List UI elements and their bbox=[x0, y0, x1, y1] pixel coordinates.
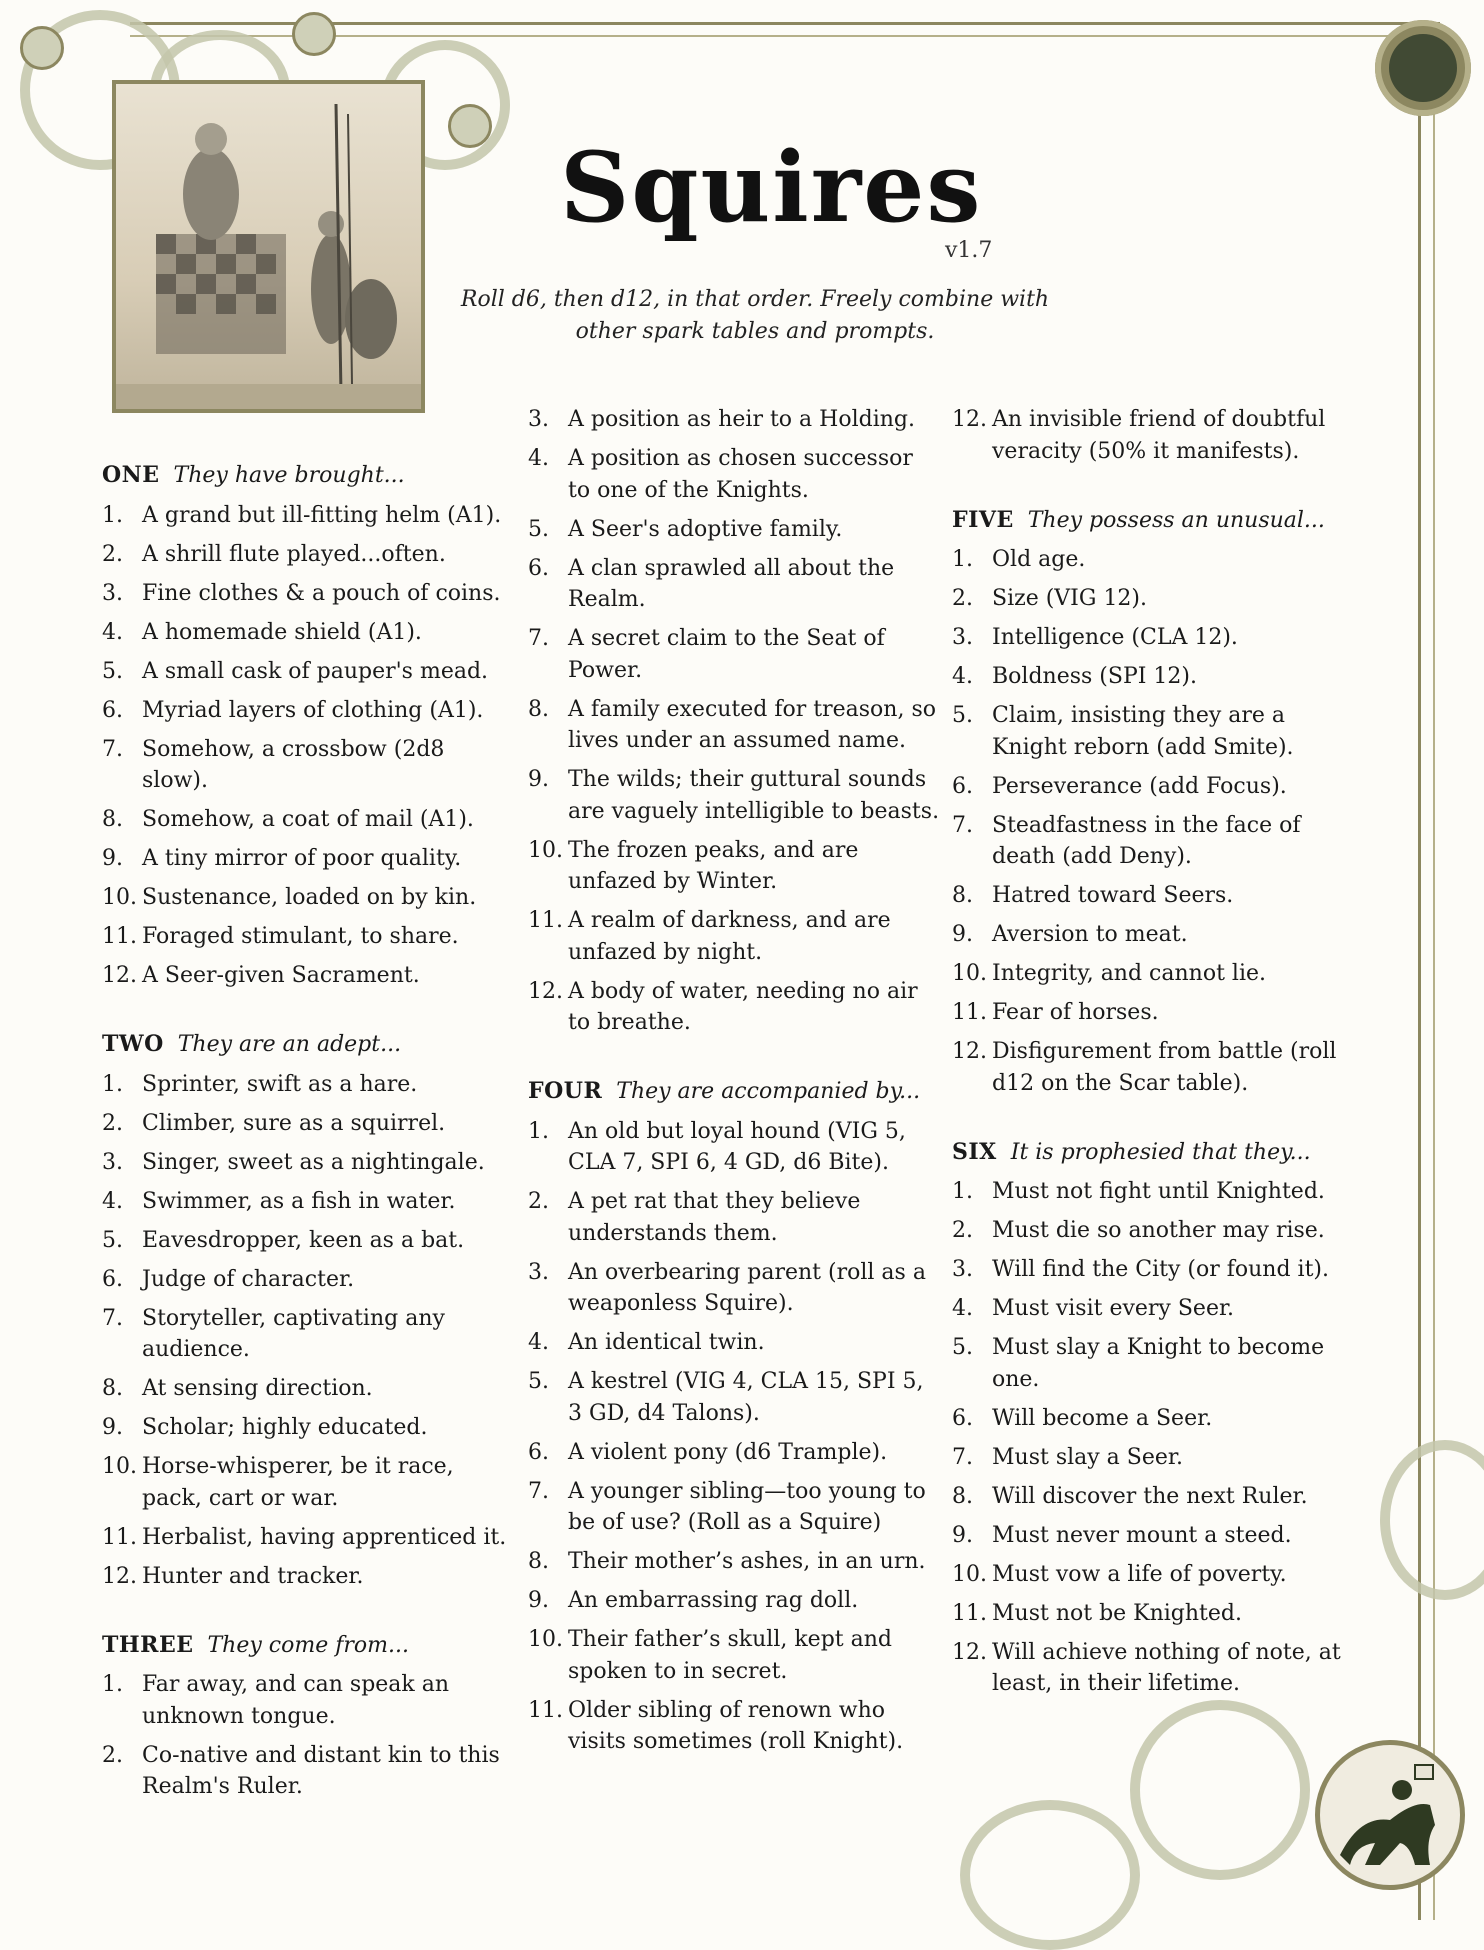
list-item: 1. Must not fight until Knighted. bbox=[952, 1179, 1325, 1204]
version-label: v1.7 bbox=[945, 238, 993, 263]
list-item: 4. A position as chosen successor to one of the Knights. bbox=[528, 446, 913, 503]
section-one-list bbox=[102, 500, 512, 992]
list-item: 12. Hunter and tracker. bbox=[102, 1563, 364, 1589]
knight-and-squire-illustration bbox=[112, 80, 425, 413]
list-item: 1. An old but loyal hound (VIG 5, CLA 7, SPI 6, 4 GD, d6 Bite). bbox=[528, 1118, 906, 1175]
list-item: 7. Steadfastness in the face of death (add Deny). bbox=[952, 812, 1301, 869]
list-item: 9. An embarrassing rag doll. bbox=[528, 1588, 859, 1613]
list-item: 5. A kestrel (VIG 4, CLA 15, SPI 5, 3 GD, d4 Talons). bbox=[528, 1369, 924, 1426]
list-item: 4. A homemade shield (A1). bbox=[102, 619, 422, 645]
list-item: 10. The frozen peaks, and are unfazed by Winter. bbox=[528, 837, 859, 894]
list-item: 2. Climber, sure as a squirrel. bbox=[102, 1110, 446, 1136]
list-item: 9. The wilds; their guttural sounds are vaguely intelligible to beasts. bbox=[528, 767, 940, 824]
list-item: 7. Somehow, a crossbow (2d8 slow). bbox=[102, 736, 445, 793]
section-three-list-part-2 bbox=[528, 404, 940, 1039]
list-item: 8. Their mother’s ashes, in an urn. bbox=[528, 1549, 926, 1574]
section-label: FIVE bbox=[952, 506, 1014, 533]
list-item: 2. Size (VIG 12). bbox=[952, 586, 1148, 611]
section-label: THREE bbox=[102, 1631, 194, 1658]
list-item: 4. Swimmer, as a fish in water. bbox=[102, 1188, 456, 1214]
section-prompt: They are accompanied by... bbox=[616, 1079, 921, 1104]
border-right bbox=[1418, 30, 1435, 1920]
list-item: 2. A shrill flute played...often. bbox=[102, 541, 446, 567]
list-item: 11. A realm of darkness, and are unfazed by night. bbox=[528, 908, 891, 965]
corner-medallion bbox=[1375, 20, 1471, 116]
list-item: 6. A violent pony (d6 Trample). bbox=[528, 1439, 888, 1465]
list-item: 11. Foraged stimulant, to share. bbox=[102, 924, 459, 949]
list-item: 6. Will become a Seer. bbox=[952, 1405, 1213, 1431]
list-item: 9. A tiny mirror of poor quality. bbox=[102, 846, 462, 871]
list-item: 8. Will discover the next Ruler. bbox=[952, 1483, 1308, 1509]
section-prompt: They possess an unusual... bbox=[1027, 507, 1325, 533]
list-item: 2. A pet rat that they believe understands them. bbox=[528, 1189, 861, 1246]
list-item: 7. Storyteller, captivating any audience. bbox=[102, 1305, 445, 1362]
section-four-list-part-2 bbox=[952, 404, 1352, 467]
rose-ornament bbox=[292, 12, 336, 56]
rose-ornament bbox=[448, 104, 492, 148]
column-2 bbox=[528, 404, 940, 1765]
list-item: 6. Perseverance (add Focus). bbox=[952, 773, 1287, 799]
list-item: 3. An overbearing parent (roll as a weaponless Squire). bbox=[528, 1259, 926, 1316]
list-item: 11. Older sibling of renown who visits sometimes (roll Knight). bbox=[528, 1697, 904, 1754]
list-item: 2. Co-native and distant kin to this Realm's Ruler. bbox=[102, 1742, 500, 1799]
column-1 bbox=[102, 460, 512, 1810]
list-item: 10. Integrity, and cannot lie. bbox=[952, 961, 1266, 986]
list-item: 10. Horse-whisperer, be it race, pack, cart or war. bbox=[102, 1454, 454, 1511]
section-two-header bbox=[102, 1029, 512, 1061]
section-prompt: They have brought... bbox=[173, 463, 405, 488]
section-six-header bbox=[952, 1137, 1352, 1169]
list-item: 8. Somehow, a coat of mail (A1). bbox=[102, 807, 474, 832]
list-item: 1. Sprinter, swift as a hare. bbox=[102, 1071, 418, 1097]
list-item: 8. At sensing direction. bbox=[102, 1376, 373, 1401]
section-five-header bbox=[952, 505, 1352, 537]
list-item: 12. Disfigurement from battle (roll d12 on the Scar table). bbox=[952, 1039, 1337, 1096]
list-item: 5. A small cask of pauper's mead. bbox=[102, 658, 489, 684]
section-two-list bbox=[102, 1069, 512, 1593]
list-item: 2. Must die so another may rise. bbox=[952, 1218, 1325, 1243]
list-item: 5. Must slay a Knight to become one. bbox=[952, 1335, 1325, 1392]
list-item: 12. A body of water, needing no air to breathe. bbox=[528, 978, 918, 1035]
section-label: ONE bbox=[102, 462, 160, 488]
list-item: 6. Myriad layers of clothing (A1). bbox=[102, 697, 484, 723]
section-one-header bbox=[102, 460, 512, 492]
section-four-header bbox=[528, 1076, 940, 1108]
list-item: 10. Must vow a life of poverty. bbox=[952, 1561, 1287, 1587]
list-item: 11. Must not be Knighted. bbox=[952, 1600, 1242, 1626]
corner-medallion-center bbox=[1389, 34, 1457, 102]
list-item: 1. A grand but ill-fitting helm (A1). bbox=[102, 502, 502, 528]
list-item: 5. Eavesdropper, keen as a bat. bbox=[102, 1227, 465, 1253]
illustration-art bbox=[116, 84, 421, 409]
list-item: 12. An invisible friend of doubtful veracity (50% it manifests). bbox=[952, 407, 1326, 464]
section-prompt: They are an adept... bbox=[177, 1032, 402, 1057]
list-item: 12. Will achieve nothing of note, at least, in their lifetime. bbox=[952, 1639, 1341, 1696]
list-item: 4. Boldness (SPI 12). bbox=[952, 664, 1198, 689]
vine-ornament bbox=[1380, 1440, 1484, 1600]
vine-ornament bbox=[960, 1800, 1140, 1950]
list-item: 1. Far away, and can speak an unknown tongue. bbox=[102, 1672, 450, 1729]
horseman-medallion bbox=[1315, 1740, 1465, 1890]
list-item: 8. Hatred toward Seers. bbox=[952, 883, 1234, 908]
section-six-list bbox=[952, 1176, 1352, 1700]
list-item: 7. A younger sibling—too young to be of use? (Roll as a Squire) bbox=[528, 1478, 926, 1535]
section-label: TWO bbox=[102, 1031, 164, 1057]
list-item: 6. A clan sprawled all about the Realm. bbox=[528, 555, 895, 612]
list-item: 4. Must visit every Seer. bbox=[952, 1296, 1235, 1321]
list-item: 11. Fear of horses. bbox=[952, 1000, 1159, 1025]
page-title: Squires bbox=[560, 131, 983, 244]
list-item: 5. A Seer's adoptive family. bbox=[528, 516, 843, 542]
list-item: 3. Intelligence (CLA 12). bbox=[952, 625, 1238, 650]
section-five-list bbox=[952, 544, 1352, 1099]
section-three-list-part-1 bbox=[102, 1669, 512, 1803]
subtitle: Roll d6, then d12, in that order. Freely combine with other spark tables and prompts. bbox=[460, 287, 1050, 344]
list-item: 8. A family executed for treason, so lives under an assumed name. bbox=[528, 696, 936, 753]
list-item: 7. Must slay a Seer. bbox=[952, 1444, 1183, 1470]
list-item: 11. Herbalist, having apprenticed it. bbox=[102, 1524, 507, 1550]
horseman-art bbox=[1320, 1745, 1460, 1885]
list-item: 1. Old age. bbox=[952, 547, 1086, 572]
section-prompt: It is prophesied that they... bbox=[1010, 1139, 1311, 1165]
list-item: 6. Judge of character. bbox=[102, 1266, 355, 1292]
section-prompt: They come from... bbox=[207, 1632, 409, 1658]
list-item: 3. Will find the City (or found it). bbox=[952, 1257, 1329, 1282]
vine-ornament bbox=[1130, 1700, 1310, 1880]
list-item: 10. Their father’s skull, kept and spoken to in secret. bbox=[528, 1627, 892, 1684]
list-item: 12. A Seer-given Sacrament. bbox=[102, 963, 420, 988]
section-four-list-part-1 bbox=[528, 1116, 940, 1758]
list-item: 10. Sustenance, loaded on by kin. bbox=[102, 885, 477, 910]
list-item: 7. A secret claim to the Seat of Power. bbox=[528, 626, 885, 683]
list-item: 3. Fine clothes & a pouch of coins. bbox=[102, 580, 501, 606]
list-item: 4. An identical twin. bbox=[528, 1330, 765, 1355]
list-item: 9. Must never mount a steed. bbox=[952, 1522, 1292, 1548]
section-three-header bbox=[102, 1630, 512, 1662]
list-item: 5. Claim, insisting they are a Knight reborn (add Smite). bbox=[952, 703, 1294, 760]
list-item: 9. Scholar; highly educated. bbox=[102, 1415, 428, 1440]
section-label: FOUR bbox=[528, 1078, 603, 1104]
column-3 bbox=[952, 404, 1352, 1707]
rose-ornament bbox=[20, 26, 64, 70]
section-label: SIX bbox=[952, 1138, 997, 1165]
list-item: 3. A position as heir to a Holding. bbox=[528, 407, 915, 432]
list-item: 3. Singer, sweet as a nightingale. bbox=[102, 1149, 485, 1175]
list-item: 9. Aversion to meat. bbox=[952, 922, 1188, 947]
